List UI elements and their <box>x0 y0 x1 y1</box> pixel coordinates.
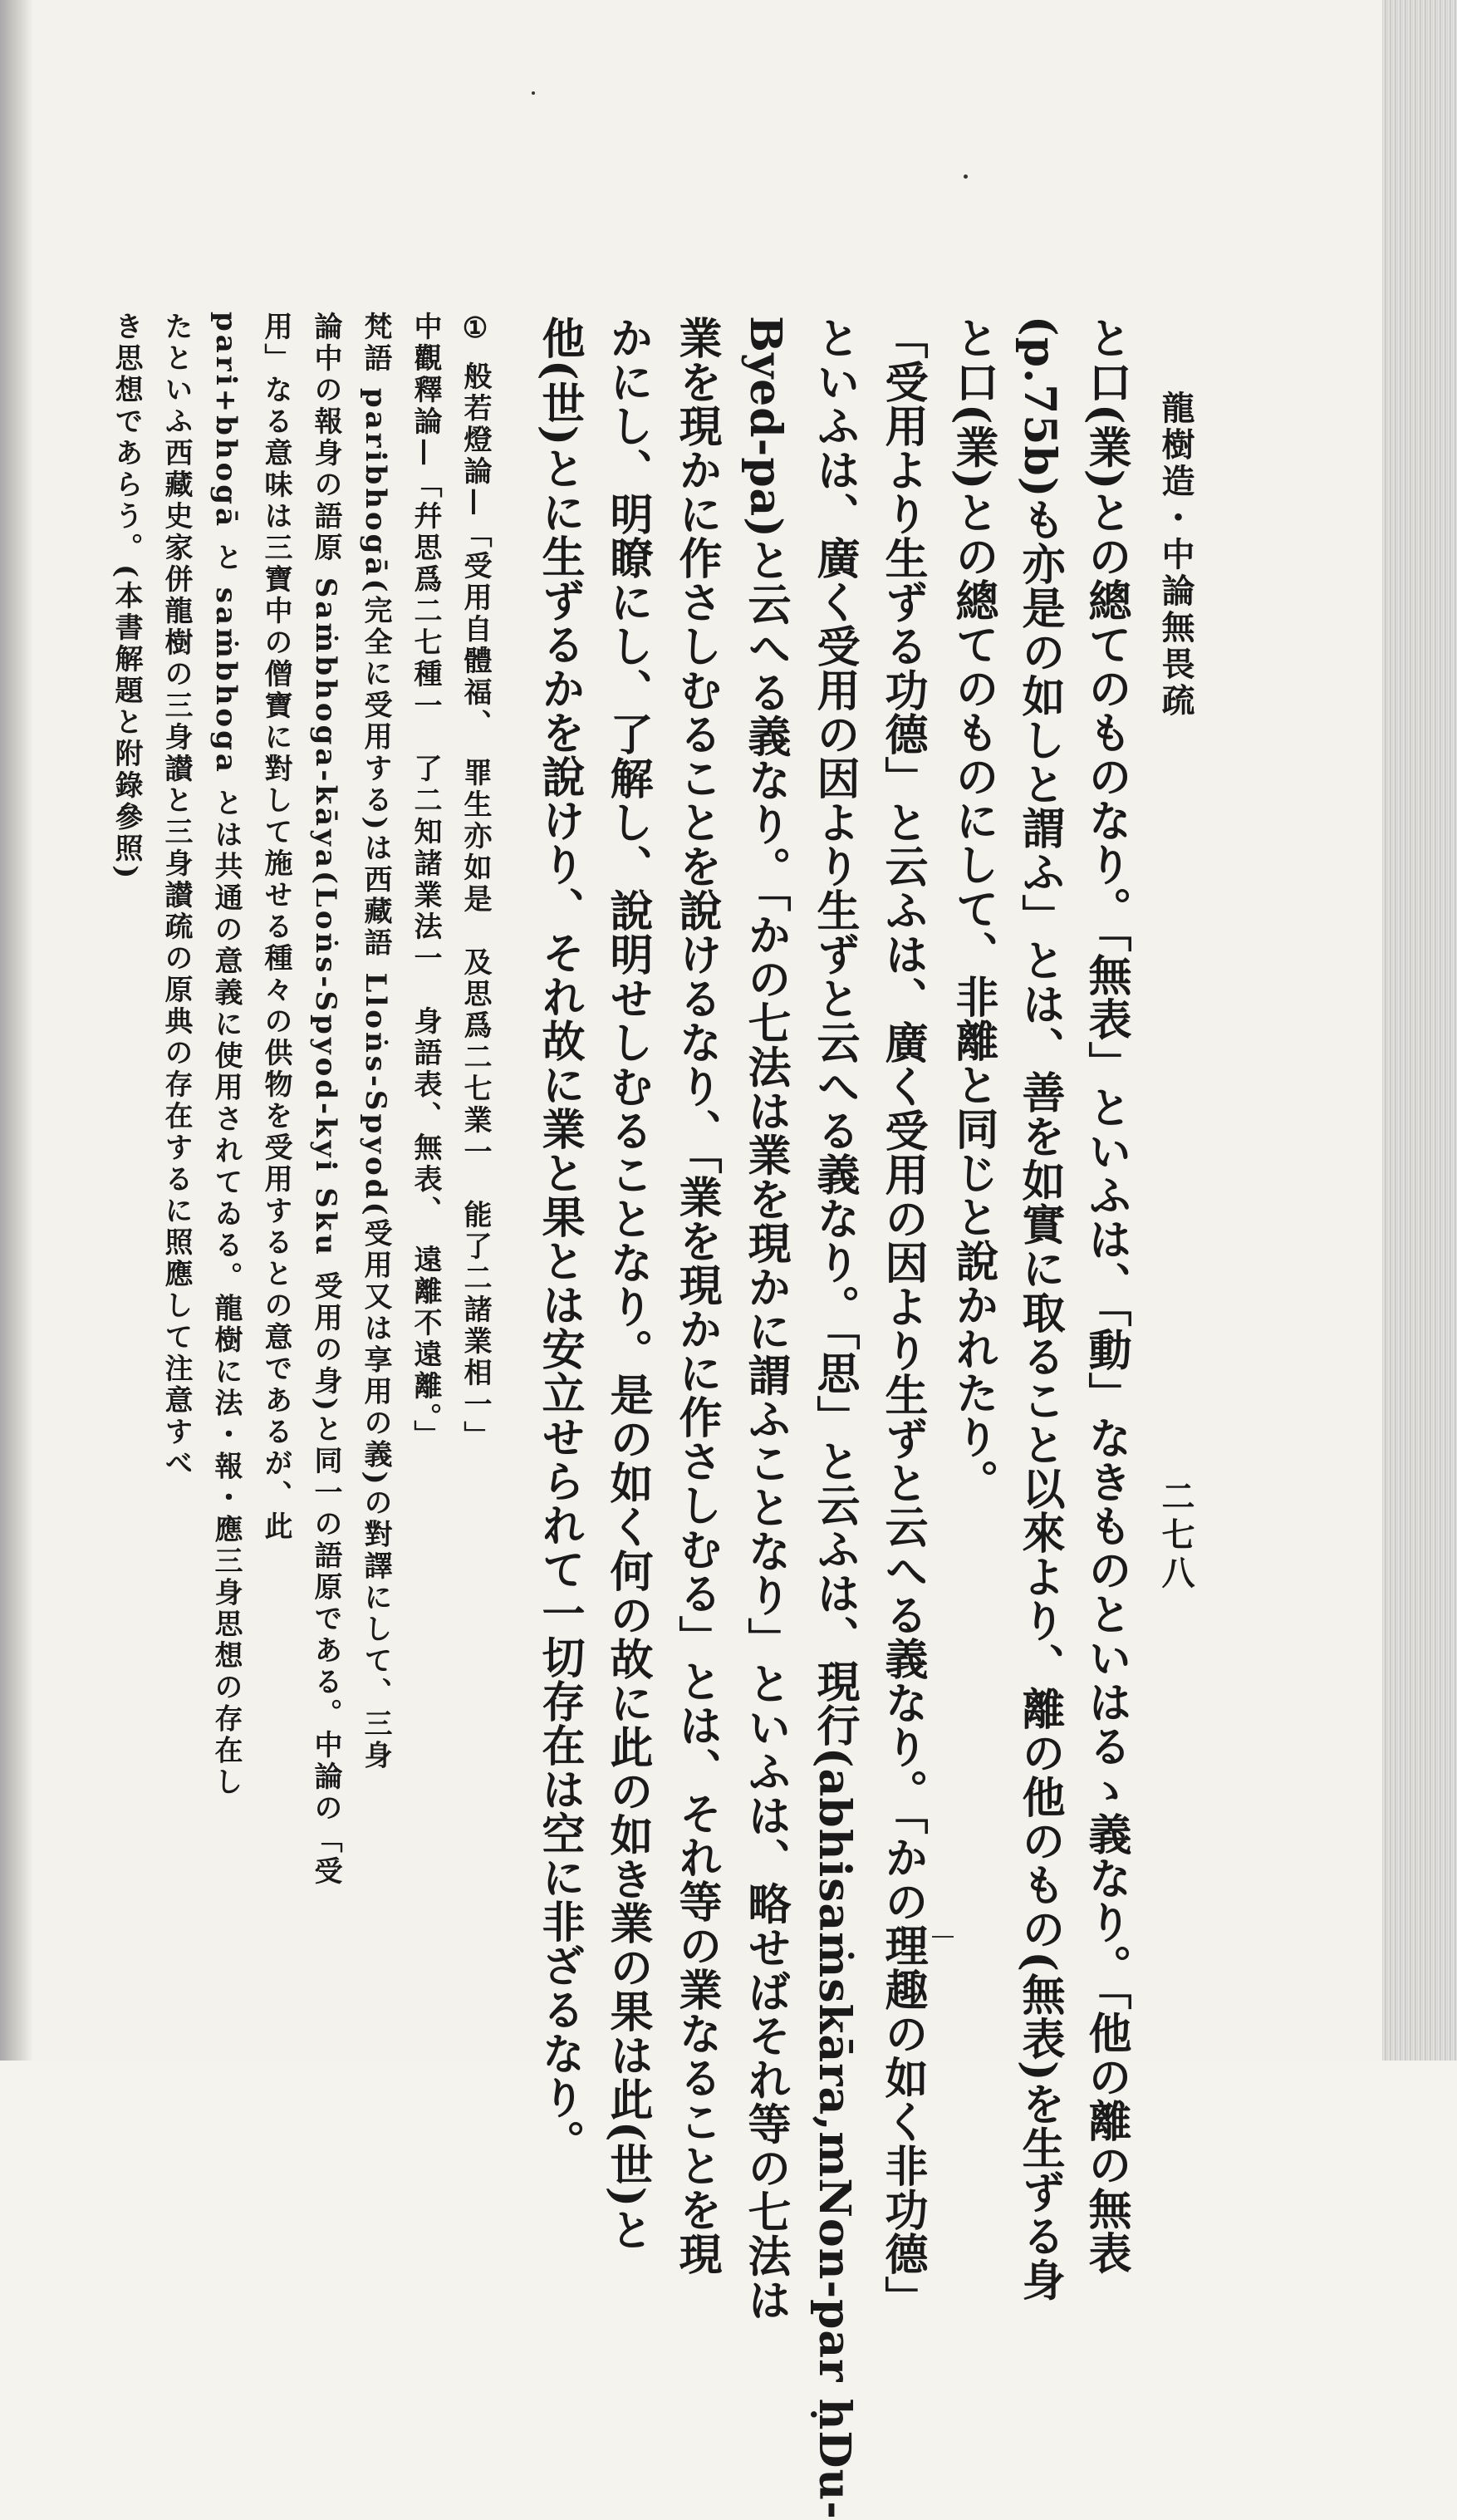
body-line: (p.75b)も亦是の如しと謂ふ」とは、善を如實に取ること以來より、離の他のもの(無表)を生ずる身 <box>1014 316 1065 2302</box>
footnote-line: たといふ西藏史家併龍樹の三身讃と三身讃疏の原典の存在するに照應して注意すべ <box>159 312 193 1480</box>
page-left-edge-shadow <box>0 0 33 2061</box>
print-speck <box>964 174 968 179</box>
page-right-edge-binding <box>1382 0 1457 2061</box>
body-line: 業を現かに作さしむることを說けるなり、「業を現かに作さしむる」とは、それ等の業なることを現 <box>671 316 722 2276</box>
body-line: かにし、明瞭にし、了解し、說明せしむることなり。是の如く何の故に此の如き業の果は此(世)と <box>602 316 653 2252</box>
running-header-title: 龍樹造・中論無畏疏 <box>1156 391 1195 720</box>
footnote-line: 梵語 paribhogā(完全に受用する)は西藏語 Lloṅs-Spyod(受用又は享用の義)の對譯にして、三身 <box>359 312 392 1772</box>
body-line: といふは、廣く受用の因より生ずと云へる義なり。「思」と云ふは、現行(abhisaṁskāra,mNon-par ḥDu- <box>809 316 860 2520</box>
body-line: Byed-pa)と云へる義なり。「かの七法は業を現かに謂ふことなり」といふは、略せばそれ等の七法は <box>740 316 791 2322</box>
body-line: 「受用より生ずる功德」と云ふは、廣く受用の因より生ずと云へる義なり。「かの理趣の如く非功德」 <box>877 316 928 2320</box>
footnote-line: 論中の報身の語原 Saṁbhoga-kāya(Loṅs-Spyod-kyi Sku 受用の身)と同一の語原である。中論の「受 <box>309 312 342 1888</box>
body-line: と口(業)との總てのものにして、非離と同じと說かれたり。 <box>948 316 998 1504</box>
print-speck <box>932 1936 954 1938</box>
body-line: 他(世)とに生ずるかを說けり、それ故に業と果とは安立せられて一切存在は空に非ざるなり。 <box>534 316 585 2164</box>
footnote-line: き思想であらう。(本書解題と附錄參照) <box>110 312 143 882</box>
print-speck <box>532 91 535 95</box>
footnote-line: ① 般若燈論—「受用自體福、 罪生亦如是 及思爲二七業一 能了二諸業相一」 <box>459 312 492 1452</box>
footnote-line: pari+bhogā と saṁbhoga とは共通の意義に使用されてゐる。龍樹に法・報・應三身思想の存在し <box>209 312 243 1799</box>
page-number: 二七八 <box>1156 1479 1195 1594</box>
body-line: と口(業)との總てのものなり。「無表」といふは、「動」なきものといはるゝ義なり。「他の離の無表 <box>1081 316 1131 2276</box>
footnote-line: 中觀釋論—「幷思爲二七種一 了二知諸業法一 身語表、無表、 遠離不遠離。」 <box>409 312 442 1452</box>
footnote-line: 用」なる意味は三寶中の僧寶に對して施せる種々の供物を受用するとの意であるが、此 <box>259 312 292 1543</box>
